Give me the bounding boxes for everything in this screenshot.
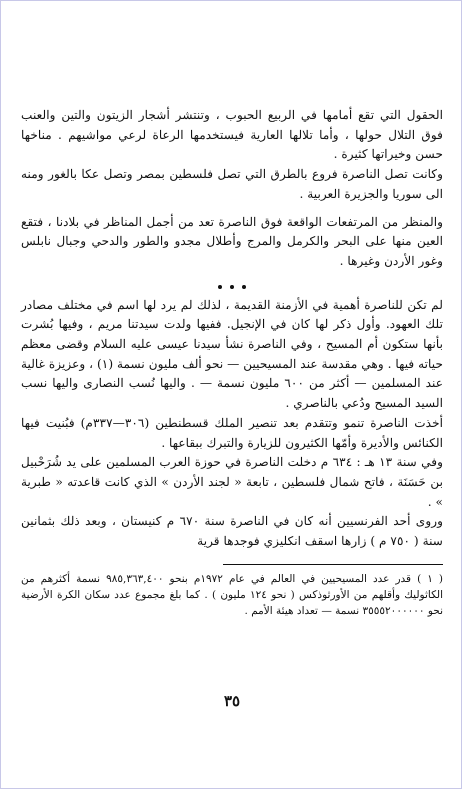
paragraph-gap	[21, 205, 443, 213]
paragraph-french-account: وروى أحد الفرنسيين أنه كان في الناصرة سنة ٦٧٠ م كنيستان ، وبعد ذلك بثمانين سنة ( ٧٥٠ م ) زارها اسقف انكليزي فوجدها قرية	[21, 514, 443, 549]
footnote: ( ١ ) قدر عدد المسيحيين في العالم في عام ١٩٧٢م بنحو ٩٨٥,٣٦٣,٤٠٠ نسمة أكثرهم من الكاثوليك وأقلهم من الأورثوذكس ( نحو ١٢٤ مليون ) . كما بلغ مجموع عدد سكان الكرة الأرضية نحو ٣٥٥٥٢٠٠٠٠٠٠ نسمة — تعداد هيئة الأمم .	[21, 572, 443, 617]
paragraph-fields: الحقول التي تقع أمامها في الربيع الحبوب ، وتنتشر أشجار الزيتون والتين والعنب فوق التلال حولها ، وأما تلالها العارية فيستخدمها الرعاة لرعي مواشيهم . مناخها حسن وخيراتها كثيرة .	[21, 108, 443, 162]
section-separator	[21, 278, 443, 292]
paragraph-roads: وكانت تصل الناصرة فروع بالطرق التي تصل فلسطين بمصر وتصل عكا بالغور ومنه الى سوريا والجزيرة العربية .	[21, 167, 443, 201]
separator-dot	[218, 285, 222, 289]
page-number: ٣٥	[223, 692, 241, 710]
paragraph-arab-conquest: وفي سنة ١٣ هـ : ٦٣٤ م دخلت الناصرة في حوزة العرب المسلمين على يد شُرَحْبيل بن حَسَنَة ، فاتح شمال فلسطين ، تابعة « لجند الأردن » الذي كانت قاعدته « طبرية » .	[21, 455, 443, 509]
page-body	[21, 106, 443, 619]
paragraph-constantine: أخذت الناصرة تنمو وتتقدم بعد تنصير الملك قسطنطين (٣٠٦—٣٣٧م) فبُنيت فيها الكنائس والأديرة وأمّها الكثيرون للزيارة والتبرك ببقاعها .	[21, 415, 443, 450]
separator-dot	[230, 285, 234, 289]
separator-dot	[242, 285, 246, 289]
paragraph-history: لم تكن للناصرة أهمية في الأزمنة القديمة ، لذلك لم يرد لها اسم في مختلف مصادر تلك العهود. وأول ذكر لها كان في الإنجيل. ففيها ولدت سيدتنا مريم ، وفيها بُشرت بأنها ستكون أم المسيح ، وفي الناصرة نشأ سيدنا عيسى عليه السلام وقضى معظم حياته فيها . وهي مقدسة عند المسيحيين — نحو ألف مليون نسمة (١) ، وعزيزة غالية عند المسلمين — أكثر من ٦٠٠ مليون نسمة — . واليها نُسب النصارى واليها نسب السيد المسيح ودُعي بالناصري .	[21, 297, 443, 411]
footnote-rule	[223, 564, 443, 565]
paragraph-view: والمنظر من المرتفعات الواقعة فوق الناصرة تعد من أجمل المناظر في بلادنا ، فتقع العين منها على البحر والكرمل والمرج وأطلال مجدو والطور والدحي وجبال نابلس وغور الأردن وغيرها .	[21, 214, 443, 268]
